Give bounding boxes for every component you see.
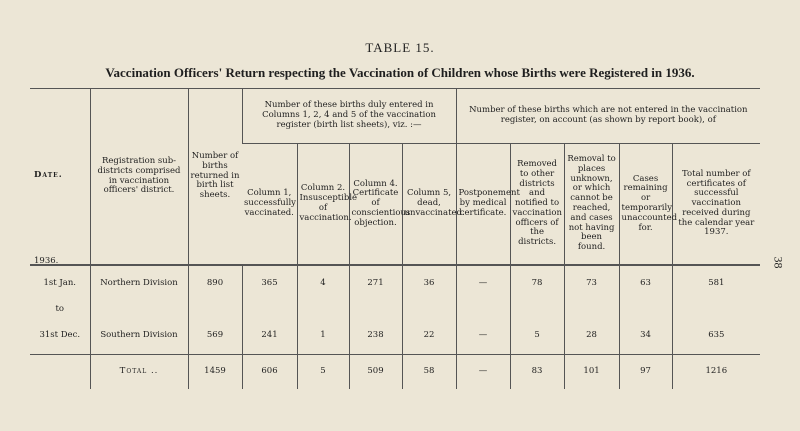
total-postponement: — <box>456 355 510 390</box>
header-removed: Removed to other districts and notified to vaccination officers of the districts. <box>510 144 564 266</box>
table-row <box>30 318 760 355</box>
table-row <box>30 265 760 302</box>
header-remaining: Cases remaining or temporarily unaccounted for. <box>619 144 672 266</box>
row-col1: 241 <box>242 318 297 355</box>
row-postponement: — <box>456 318 510 355</box>
row-col4: 271 <box>349 265 402 302</box>
total-col4: 509 <box>349 355 402 390</box>
row-births: 569 <box>188 318 242 355</box>
header-col4: Column 4. Certificate of conscientious objection. <box>349 144 402 266</box>
row-date: 1st Jan. <box>30 265 90 302</box>
total-removal-unknown: 101 <box>564 355 619 390</box>
total-removed: 83 <box>510 355 564 390</box>
row-remaining: 63 <box>619 265 672 302</box>
total-col2: 5 <box>297 355 349 390</box>
row-removed: 5 <box>510 318 564 355</box>
row-removal-unknown: 73 <box>564 265 619 302</box>
row-total-certificates: 581 <box>672 265 760 302</box>
header-district: Registration sub-districts comprised in vaccination officers' district. <box>90 89 188 266</box>
total-col5: 58 <box>402 355 456 390</box>
row-col1: 365 <box>242 265 297 302</box>
header-postponement: Postponement by medical certificate. <box>456 144 510 266</box>
total-births: 1459 <box>188 355 242 390</box>
row-removed: 78 <box>510 265 564 302</box>
row-col5: 36 <box>402 265 456 302</box>
total-total-certificates: 1216 <box>672 355 760 390</box>
page-number: 38 <box>771 256 786 269</box>
row-removal-unknown: 28 <box>564 318 619 355</box>
header-col5: Column 5, dead, unvaccinated. <box>402 144 456 266</box>
row-col5: 22 <box>402 318 456 355</box>
header-removal-unknown: Removal to places unknown, or which cannot be reached, and cases not having been found. <box>564 144 619 266</box>
table-subtitle: Vaccination Officers' Return respecting the Vaccination of Children whose Births were Registered in 1936. <box>105 65 695 80</box>
row-postponement: — <box>456 265 510 302</box>
row-births: 890 <box>188 265 242 302</box>
total-row <box>30 355 760 390</box>
row-total-certificates: 635 <box>672 318 760 355</box>
header-col1: Column 1, successfully vaccinated. <box>244 188 296 218</box>
total-label: Total .. <box>90 355 188 390</box>
row-col4: 238 <box>349 318 402 355</box>
total-col1: 606 <box>242 355 297 390</box>
table-row-connector <box>30 302 760 318</box>
date-connector: to <box>55 304 65 315</box>
row-col2: 1 <box>297 318 349 355</box>
row-col2: 4 <box>297 265 349 302</box>
header-births-returned: Number of births returned in birth list sheets. <box>188 89 242 266</box>
header-group-not-entered: Number of these births which are not entered in the vaccination register, on account (as shown by report book), of <box>456 89 760 144</box>
header-col2: Column 2. Insusceptible of vaccination. <box>297 144 349 266</box>
header-year: 1936. <box>34 256 59 266</box>
vaccination-table <box>30 88 760 389</box>
row-district: Northern Division <box>90 265 188 302</box>
row-date: 31st Dec. <box>39 330 81 341</box>
table-title: TABLE 15. <box>365 40 435 55</box>
header-date-label: Date. <box>34 170 63 180</box>
header-date <box>30 89 90 266</box>
total-remaining: 97 <box>619 355 672 390</box>
row-district: Southern Division <box>90 318 188 355</box>
header-group-entered: Number of these births duly entered in Columns 1, 2, 4 and 5 of the vaccination register (birth list sheets), viz. :— <box>242 89 456 144</box>
row-remaining: 34 <box>619 318 672 355</box>
header-total-certificates: Total number of certificates of successful vaccination received during the calendar year 1937. <box>672 144 760 266</box>
